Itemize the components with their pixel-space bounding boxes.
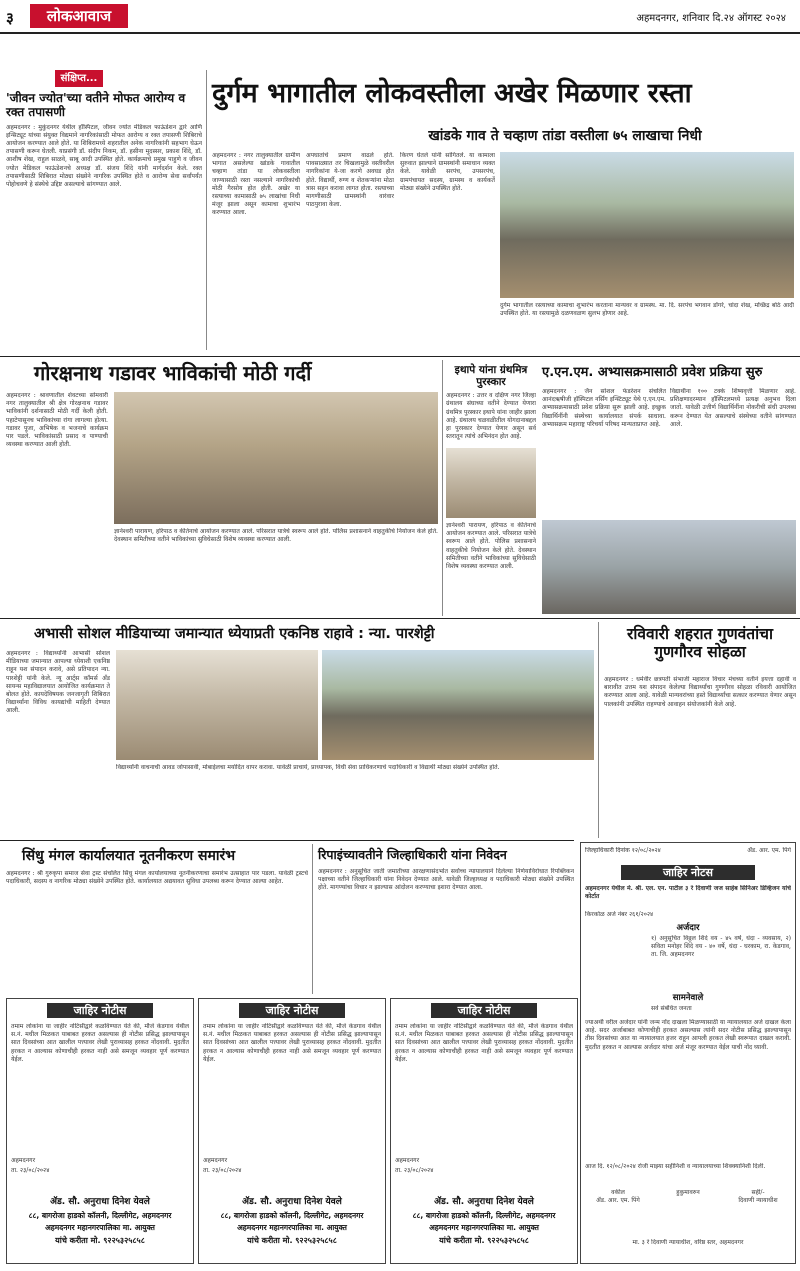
notice-sign-left <box>585 1189 651 1209</box>
parareddy-photo-2 <box>322 650 594 760</box>
notice-date: जिल्हाधिकारी दिनांक १२/०८/२०२४ <box>585 847 661 854</box>
story-granthamitra <box>446 364 536 454</box>
story-jeevan-jyot <box>6 92 202 362</box>
enem-photo <box>542 520 796 614</box>
story-headline: 'जीवन ज्योत'च्या वतीने मोफत आरोग्य व रक्त तपासणी <box>6 91 186 119</box>
enem-body: अहमदनगर : जैन सोशल फेडरेशन संचलित आनंदऋषीजी हॉस्पिटल नर्सिंग इन्स्टिट्यूट येथे ए.एन.एम. अभ्यासक्रमासाठी प्रवेश प्रक्रिया सुरू झाली आहे. इच्छुक विद्यार्थिनींनी संस्थेच्या कार्यालयात संपर्क साधावा. अभ्यासक्रम महाराष्ट्र परिचर्या परिषद मान्यताप्राप्त आहे. <box>542 388 666 428</box>
lead-photo <box>500 152 794 298</box>
column-divider <box>598 622 599 838</box>
notice-date: ता. २३/०८/२०२४ <box>395 1167 434 1174</box>
parareddy-body: अहमदनगर : विद्यार्थ्यांनी आभासी सोशल मीडियाच्या जमान्यात आपल्या ध्येयाशी एकनिष्ठ राहून यश संपादन करावे, असे प्रतिपादन न्या. पारशेट्टी यांनी केले. न्यू आर्ट्स कॉमर्स अँड सायन्स महाविद्यालयात आयोजित कार्यक्रमात ते बोलत होते. कायदेविषयक जनजागृती शिबिरात विद्यार्थ्यांना विविध कायद्यांची माहिती देण्यात आली. <box>6 650 110 715</box>
notice-by: यांचे करीता मो. ९२२५३२५८५८ <box>247 1236 337 1245</box>
notice-case: किरकोळ अर्ज नंबर २६१/२०२४ <box>585 911 654 918</box>
notice-title: जाहिर नोटीस <box>239 1003 345 1018</box>
notice-issue-date: आज दि. १२/०८/२०२४ रोजी माझ्या सहीनिशी व न्यायालयाच्या शिक्क्यानिशी दिली. <box>585 1163 766 1170</box>
notice-advocate: ॲड. सौ. अनुराधा दिनेश येवले <box>242 1197 342 1207</box>
notice-respondent-title: सामनेवाले <box>672 993 704 1003</box>
sign-label: सही/- <box>751 1189 765 1196</box>
enem-body-2: विद्यार्थीना १०० टक्के शिष्यवृत्ती मिळणार आहे. प्रशिक्षणादरम्यान हॉस्पिटलमध्ये प्रत्यक्ष अनुभव दिला जातो. यावेळी उत्तीर्ण विद्यार्थिनींना नोकरीची संधी उपलब्ध करून देण्यात येत असल्याचे संस्थेच्या वतीने सांगण्यात आले. <box>670 388 796 428</box>
sign-name: ॲड. आर. एम. पिंगे <box>596 1197 640 1205</box>
public-notice-1 <box>6 998 194 1264</box>
gorakhnath-headline: गोरक्षनाथ गडावर भाविकांची मोठी गर्दी <box>34 361 312 385</box>
notice-applicant: १) अनुसूचित विठ्ठल शिंदे वय - ४५ वर्षे, धंदा - व्यवसाय, २) सविता मनोहर शिंदे वय - ४० वर्षे, धंदा - घरकाम, रा. केडगाव, ता. जि. अहमदनगर <box>651 935 791 959</box>
notice-address: ८८, बागरोजा हाडको कॉलनी, दिल्लीगेट, अहमदनगर <box>220 1211 364 1220</box>
gorakhnath-photo <box>114 392 438 524</box>
dateline: अहमदनगर, शनिवार दि.२४ ऑगस्ट २०२४ <box>636 13 786 24</box>
notice-place: अहमदनगर <box>395 1157 420 1164</box>
ripai-body: अहमदनगर : अनुसूचित जाती जमातीच्या आरक्षणासंदर्भात सर्वोच्च न्यायालयाने दिलेल्या निर्णयाविरोधात रिपब्लिकन पक्षाच्या वतीने जिल्हाधिकारी यांना निवेदन देण्यात आले. यावेळी जिल्हाध्यक्ष व पदाधिकारी मोठ्या संख्येने उपस्थित होते. मागण्यांचा विचार न झाल्यास आंदोलन करण्याचा इशारा देण्यात आला. <box>318 868 574 892</box>
notice-advocate: ॲड. सौ. अनुराधा दिनेश येवले <box>50 1197 150 1207</box>
masthead-rule <box>0 32 800 34</box>
lead-photo-caption: दुर्गम भागातील रस्त्याच्या कामाचा शुभारंभ करताना मान्यवर व ग्रामस्थ. मा. दि. सरपंच भगवान डोंगरे, चांदा शेख, मच्छिंद्र बोठे आदी उपस्थित होते. या रस्त्यामुळे दळणवळण सुलभ होणार आहे. <box>500 302 794 318</box>
lead-body-col3: किरण घेतले यांनी सांगितले. या कामाला सुरुवात झाल्याने ग्रामस्थांनी समाधान व्यक्त केले. यावेळी सरपंच, उपसरपंच, ग्रामपंचायत सदस्य, ग्रामस्थ व कार्यकर्ते मोठ्या संख्येने उपस्थित होते. <box>400 152 495 192</box>
notice-address-2: अहमदनगर महानगरपालिका मा. आयुक्त <box>429 1223 539 1232</box>
enem-headline: ए.एन.एम. अभ्यासक्रमासाठी प्रवेश प्रक्रिया सुरु <box>542 365 763 380</box>
sindhu-headline: सिंधु मंगल कार्यालयात नूतनीकरण समारंभ <box>22 848 236 864</box>
notice-address: ८८, बागरोजा हाडको कॉलनी, दिल्लीगेट, अहमदनगर <box>28 1211 172 1220</box>
page-number: ३ <box>6 9 14 27</box>
notice-footer: मा. ३ रे दिवाणी न्यायाधीश, वरिष्ठ स्तर, अहमदनगर <box>632 1239 744 1246</box>
column-divider <box>206 70 207 350</box>
sindhu-body: अहमदनगर : श्री गुरुकृपा समाज सेवा ट्रस्ट संचलित सिंधु मंगल कार्यालयाच्या नूतनीकरणाचा समारंभ उत्साहात पार पडला. यावेळी ट्रस्टचे पदाधिकारी, सदस्य व नागरिक मोठ्या संख्येने उपस्थित होते. कार्यालयात अद्ययावत सुविधा उपलब्ध करून देण्यात आल्या आहेत. <box>6 870 308 886</box>
notice-title: जाहिर नोटस <box>621 865 755 880</box>
ripai-headline: रिपाइंच्यावतीने जिल्हाधिकारी यांना निवेदन <box>318 847 507 862</box>
story-body: अहमदनगर : मुकुंदनगर येथील हॉस्पिटल, जीवन ज्योत मेडिकल फाऊंडेशन द्वारे आणि इन्सिट्यूट यांच्या संयुक्त विद्यमाने नागरिकांसाठी मोफत आरोग्य व रक्त तपासणी शिबिराचे आयोजन करण्यात आले होते. या शिबिरामध्ये शहरातील अनेक नागरिकांनी सहभाग घेऊन तपासणी करून घेतली. याप्रसंगी डॉ. संदीप निकम, डॉ. हसीना मुदस्सर, प्रकाश शिंदे, डॉ. आशीष शेख, राहुल साळवे, साबू आदी उपस्थित होते. कार्यक्रमाचे प्रमुख पाहुणे व जीवन ज्योत मेडिकल फाऊंडेशनचे अध्यक्ष डॉ. संजय शिंदे यांनी मार्गदर्शन केले. रक्त तपासणीसाठी शिबिरात मोठ्या संख्येने नागरिक उपस्थित होते व आरोग्य सेवा सर्वांपर्यंत पोहोचवणे हे संस्थेचे उद्दिष्ट असल्याचे सांगण्यात आले. <box>6 123 202 189</box>
newspaper-logo: लोकआवाज <box>30 4 128 28</box>
granthamitra-headline: इथापे यांना ग्रंथमित्र पुरस्कार <box>454 364 528 389</box>
granthamitra-body-2: ज्ञानेश्वरी पारायण, हरिपाठ व कीर्तनाचे आयोजन करण्यात आले. परिसरात यात्रेचे स्वरूप आले होते. पोलिस प्रशासनाने वाहतुकीचे नियोजन केले होते. देवस्थान समितीच्या वतीने भाविकांच्या सुविधेसाठी विशेष व्यवस्था करण्यात आली. <box>446 522 536 571</box>
notice-advocate: ॲड. सौ. अनुराधा दिनेश येवले <box>434 1197 534 1207</box>
gorakhnath-body: अहमदनगर : श्रावणातील शेवटच्या सोमवारी नगर तालुक्यातील श्री क्षेत्र गोरक्षनाथ गडावर भाविकांनी दर्शनासाठी मोठी गर्दी केली होती. पहाटेपासूनच भाविकांच्या रांगा लागल्या होत्या. गडावर पूजा, अभिषेक व भजनाचे कार्यक्रम पार पडले. भाविकांसाठी प्रसाद व पाण्याची व्यवस्था करण्यात आली होती. <box>6 392 108 449</box>
notice-title: जाहिर नोटीस <box>431 1003 537 1018</box>
notice-sign-right <box>725 1189 791 1209</box>
notice-respondent: सर्व संबंधित जनता <box>651 1005 692 1012</box>
notice-lead: अहमदनगर येथील मे. श्री. एल. एन. पाटील ३ रे दिवाणी जज साहेब सिनिअर डिव्हिजन यांचे कोर्टात <box>585 885 791 901</box>
column-divider <box>312 844 313 994</box>
parareddy-body-2: विद्यार्थ्यांनी वाचनाची आवड जोपासावी, मोबाईलचा मर्यादित वापर करावा. यावेळी प्राचार्य, प्राध्यापक, विधी सेवा प्राधिकरणाचे पदाधिकारी व विद्यार्थी मोठ्या संख्येने उपस्थित होते. <box>116 764 500 771</box>
section-rule <box>0 618 800 619</box>
public-notice-2 <box>198 998 386 1264</box>
notice-date: ता. २३/०८/२०२४ <box>203 1167 242 1174</box>
notice-date: ता. २३/०८/२०२४ <box>11 1167 50 1174</box>
notice-by: यांचे करीता मो. ९२२५३२५८५८ <box>439 1236 529 1245</box>
notice-address: ८८, बागरोजा हाडको कॉलनी, दिल्लीगेट, अहमदनगर <box>412 1211 556 1220</box>
public-notice-3 <box>390 998 578 1264</box>
section-rule <box>0 840 574 841</box>
notice-advocate: ॲड. आर. एम. पिंगे <box>747 847 791 854</box>
granthamitra-body: अहमदनगर : उत्तर व दक्षिण नगर जिल्हा ग्रंथालय संघाच्या वतीने देण्यात येणारा ग्रंथमित्र पुरस्कार इथापे यांना जाहीर झाला आहे. ग्रंथालय चळवळीतील योगदानाबद्दल हा पुरस्कार देण्यात येणार असून सर्व स्तरातून त्यांचे अभिनंदन होत आहे. <box>446 392 536 441</box>
gungaurav-headline: रविवारी शहरात गुणवंतांचा गुणगौरव सोहळा <box>627 625 773 661</box>
sign-label: वकील <box>611 1189 625 1196</box>
notice-place: अहमदनगर <box>203 1157 228 1164</box>
notice-title: जाहिर नोटीस <box>47 1003 153 1018</box>
lead-body-col2: अपघातांचे प्रमाण वाढले होते. पावसाळ्यात तर चिखलामुळे वस्तीवरील नागरिकांना ये-जा करणे अवघड होत होते. विद्यार्थी, रुग्ण व शेतकऱ्यांना मोठा त्रास सहन करावा लागत होता. रस्त्याच्या मागणीसाठी ग्रामस्थांनी वारंवार पाठपुरावा केला. <box>306 152 394 209</box>
notice-place: अहमदनगर <box>11 1157 36 1164</box>
gorakhnath-body-2: ज्ञानेश्वरी पारायण, हरिपाठ व कीर्तनाचे आयोजन करण्यात आले. परिसरात यात्रेचे स्वरूप आले होते. पोलिस प्रशासनाने वाहतुकीचे नियोजन केले होते. देवस्थान समितीच्या वतीने भाविकांच्या सुविधेसाठी विशेष व्यवस्था करण्यात आली. <box>114 528 438 544</box>
notice-body: तमाम लोकांना या जाहीर नोटिसीद्वारे कळविण्यात येते की, मौजे केडगाव येथील स.नं. मधील मिळकत याबाबत हरकत असल्यास ही नोटीस प्रसिद्ध झाल्यापासून सात दिवसांच्या आत खालील पत्त्यावर लेखी पुराव्यासह हरकत नोंदवावी. मुदतीत हरकत न आल्यास कोणाचीही हरकत नाही असे समजून व्यवहार पूर्ण करण्यात येईल. <box>203 1023 381 1063</box>
parareddy-photo-1 <box>116 650 318 760</box>
parareddy-headline: अभासी सोशल मीडियाच्या जमान्यात ध्येयाप्रती एकनिष्ठ राहावे : न्या. पारशेट्टी <box>34 626 435 642</box>
notice-address-2: अहमदनगर महानगरपालिका मा. आयुक्त <box>45 1223 155 1232</box>
lead-body-col1: अहमदनगर : नगर तालुक्यातील ग्रामीण भागात असलेल्या खांडके गावातील चव्हाण तांडा या लोकवस्तीला जाण्यासाठी रस्ता नसल्याने नागरिकांची मोठी गैरसोय होत होती. अखेर या रस्त्याच्या कामासाठी ७५ लाखांचा निधी मंजूर झाला असून कामाचा शुभारंभ करण्यात आला. <box>212 152 300 217</box>
notice-body: तमाम लोकांना या जाहीर नोटिसीद्वारे कळविण्यात येते की, मौजे केडगाव येथील स.नं. मधील मिळकत याबाबत हरकत असल्यास ही नोटीस प्रसिद्ध झाल्यापासून सात दिवसांच्या आत खालील पत्त्यावर लेखी पुराव्यासह हरकत नोंदवावी. मुदतीत हरकत न आल्यास कोणाचीही हरकत नाही असे समजून व्यवहार पूर्ण करण्यात येईल. <box>395 1023 573 1063</box>
sign-name: दिवाणी न्यायाधीश <box>738 1197 778 1205</box>
section-rule <box>0 356 800 357</box>
court-notice <box>580 842 796 1264</box>
granthamitra-photo <box>446 448 536 518</box>
notice-applicant-title: अर्जदार <box>676 923 700 933</box>
column-divider <box>442 360 443 616</box>
lead-subhead: खांडके गाव ते चव्हाण तांडा वस्तीला ७५ लाखाचा निधी <box>428 128 702 144</box>
notice-by: यांचे करीता मो. ९२२५३२५८५८ <box>55 1236 145 1245</box>
notice-body: ज्याअर्थी वरील अर्जदार यांनी जन्म नोंद दाखला मिळण्यासाठी या न्यायालयात अर्ज दाखल केला आहे. सदर अर्जाबाबत कोणाचीही हरकत असल्यास त्यांनी सदर नोटीस प्रसिद्ध झाल्यापासून तीस दिवसांच्या आत या न्यायालयात हजर राहून आपली हरकत लेखी स्वरूपात दाखल करावी. मुदतीत हरकत न आल्यास अर्जदार यांचा अर्ज मंजूर करण्यात येईल याची नोंद घ्यावी. <box>585 1019 791 1051</box>
notice-sign-mid: हुकुमावरुन <box>676 1189 700 1196</box>
notice-body: तमाम लोकांना या जाहीर नोटिसीद्वारे कळविण्यात येते की, मौजे केडगाव येथील स.नं. मधील मिळकत याबाबत हरकत असल्यास ही नोटीस प्रसिद्ध झाल्यापासून सात दिवसांच्या आत खालील पत्त्यावर लेखी पुराव्यासह हरकत नोंदवावी. मुदतीत हरकत न आल्यास कोणाचीही हरकत नाही असे समजून व्यवहार पूर्ण करण्यात येईल. <box>11 1023 189 1063</box>
lead-headline: दुर्गम भागातील लोकवस्तीला अखेर मिळणार रस्ता <box>212 78 692 109</box>
section-label: संक्षिप्त... <box>55 70 103 87</box>
gungaurav-body: अहमदनगर : धर्मवीर छत्रपती संभाजी महाराज विचार मंचच्या वतीने इयत्ता दहावी व बारावीत उत्तम यश संपादन केलेल्या विद्यार्थ्यांचा गुणगौरव सोहळा रविवारी आयोजित करण्यात आला आहे. यावेळी मान्यवरांच्या हस्ते विद्यार्थ्यांचा सत्कार करण्यात येणार असून पालकांनी उपस्थित राहण्याचे आवाहन संयोजकांनी केले आहे. <box>604 676 796 708</box>
notice-address-2: अहमदनगर महानगरपालिका मा. आयुक्त <box>237 1223 347 1232</box>
